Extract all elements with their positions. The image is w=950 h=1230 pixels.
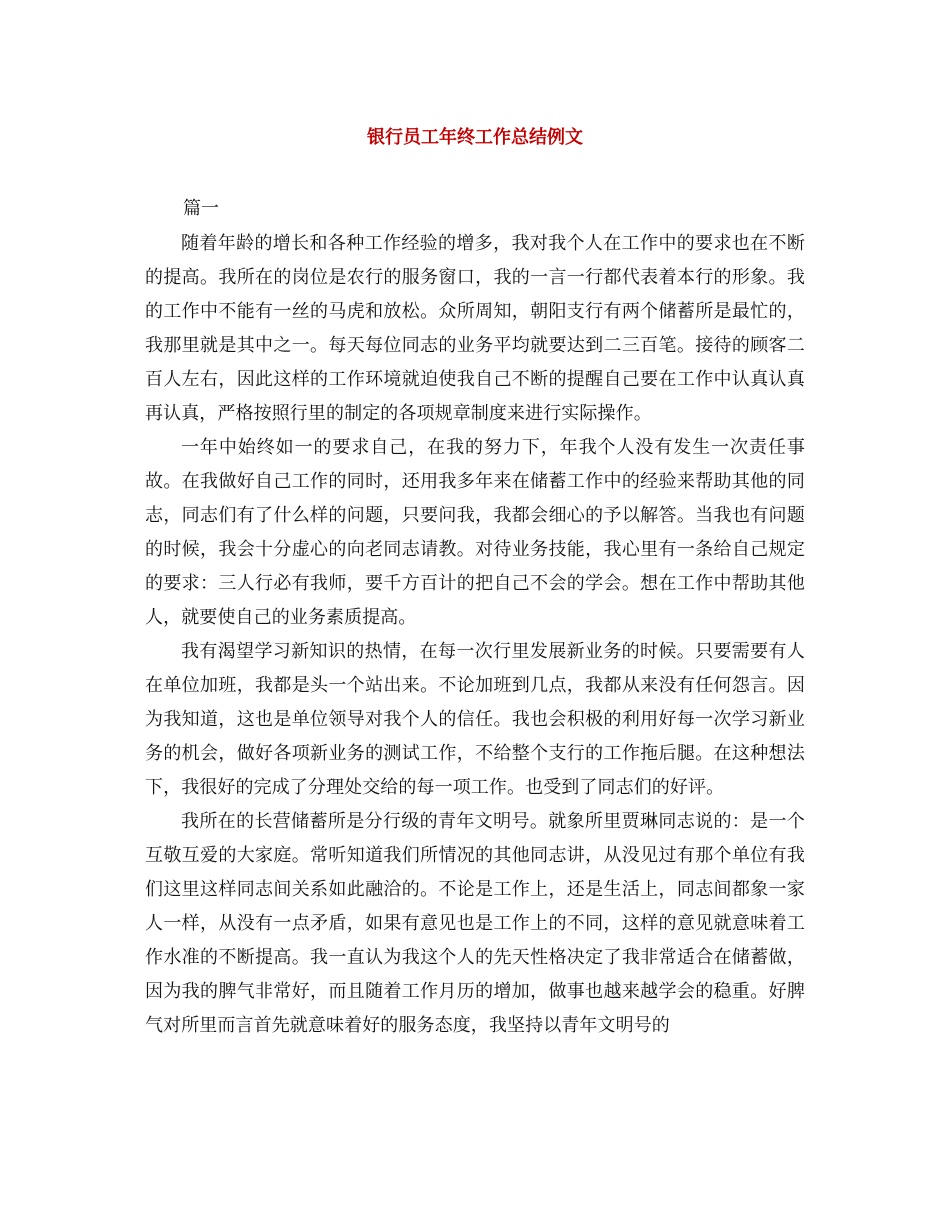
document-body	[145, 227, 805, 1043]
paragraph-1: 随着年龄的增长和各种工作经验的增多，我对我个人在工作中的要求也在不断的提高。我所在的岗位是农行的服务窗口，我的一言一行都代表着本行的形象。我的工作中不能有一丝的马虎和放松。众所周知，朝阳支行有两个储蓄所是最忙的，我那里就是其中之一。每天每位同志的业务平均就要达到二三百笔。接待的顾客二百人左右，因此这样的工作环境就迫使我自己不断的提醒自己要在工作中认真认真再认真，严格按照行里的制定的各项规章制度来进行实际操作。	[145, 233, 805, 424]
section-heading: 篇一	[183, 198, 219, 219]
document-title: 银行员工年终工作总结例文	[367, 127, 583, 148]
paragraph-2: 一年中始终如一的要求自己，在我的努力下，年我个人没有发生一次责任事故。在我做好自己工作的同时，还用我多年来在储蓄工作中的经验来帮助其他的同志，同志们有了什么样的问题，只要问我，我都会细心的予以解答。当我也有问题的时候，我会十分虚心的向老同志请教。对待业务技能，我心里有一条给自己规定的要求：三人行必有我师，要千方百计的把自己不会的学会。想在工作中帮助其他人，就要使自己的业务素质提高。	[145, 437, 805, 628]
paragraph-4: 我所在的长营储蓄所是分行级的青年文明号。就象所里贾琳同志说的：是一个互敬互爱的大家庭。常听知道我们所情况的其他同志讲，从没见过有那个单位有我们这里这样同志间关系如此融洽的。不论是工作上，还是生活上，同志间都象一家人一样，从没有一点矛盾，如果有意见也是工作上的不同，这样的意见就意味着工作水准的不断提高。我一直认为我这个人的先天性格决定了我非常适合在储蓄做，因为我的脾气非常好，而且随着工作月历的增加，做事也越来越学会的稳重。好脾气对所里而言首先就意味着好的服务态度，我坚持以青年文明号的	[145, 811, 805, 1036]
paragraph-3: 我有渴望学习新知识的热情，在每一次行里发展新业务的时候。只要需要有人在单位加班，我都是头一个站出来。不论加班到几点，我都从来没有任何怨言。因为我知道，这也是单位领导对我个人的信任。我也会积极的利用好每一次学习新业务的机会，做好各项新业务的测试工作，不给整个支行的工作拖后腿。在这种想法下，我很好的完成了分理处交给的每一项工作。也受到了同志们的好评。	[145, 641, 805, 798]
